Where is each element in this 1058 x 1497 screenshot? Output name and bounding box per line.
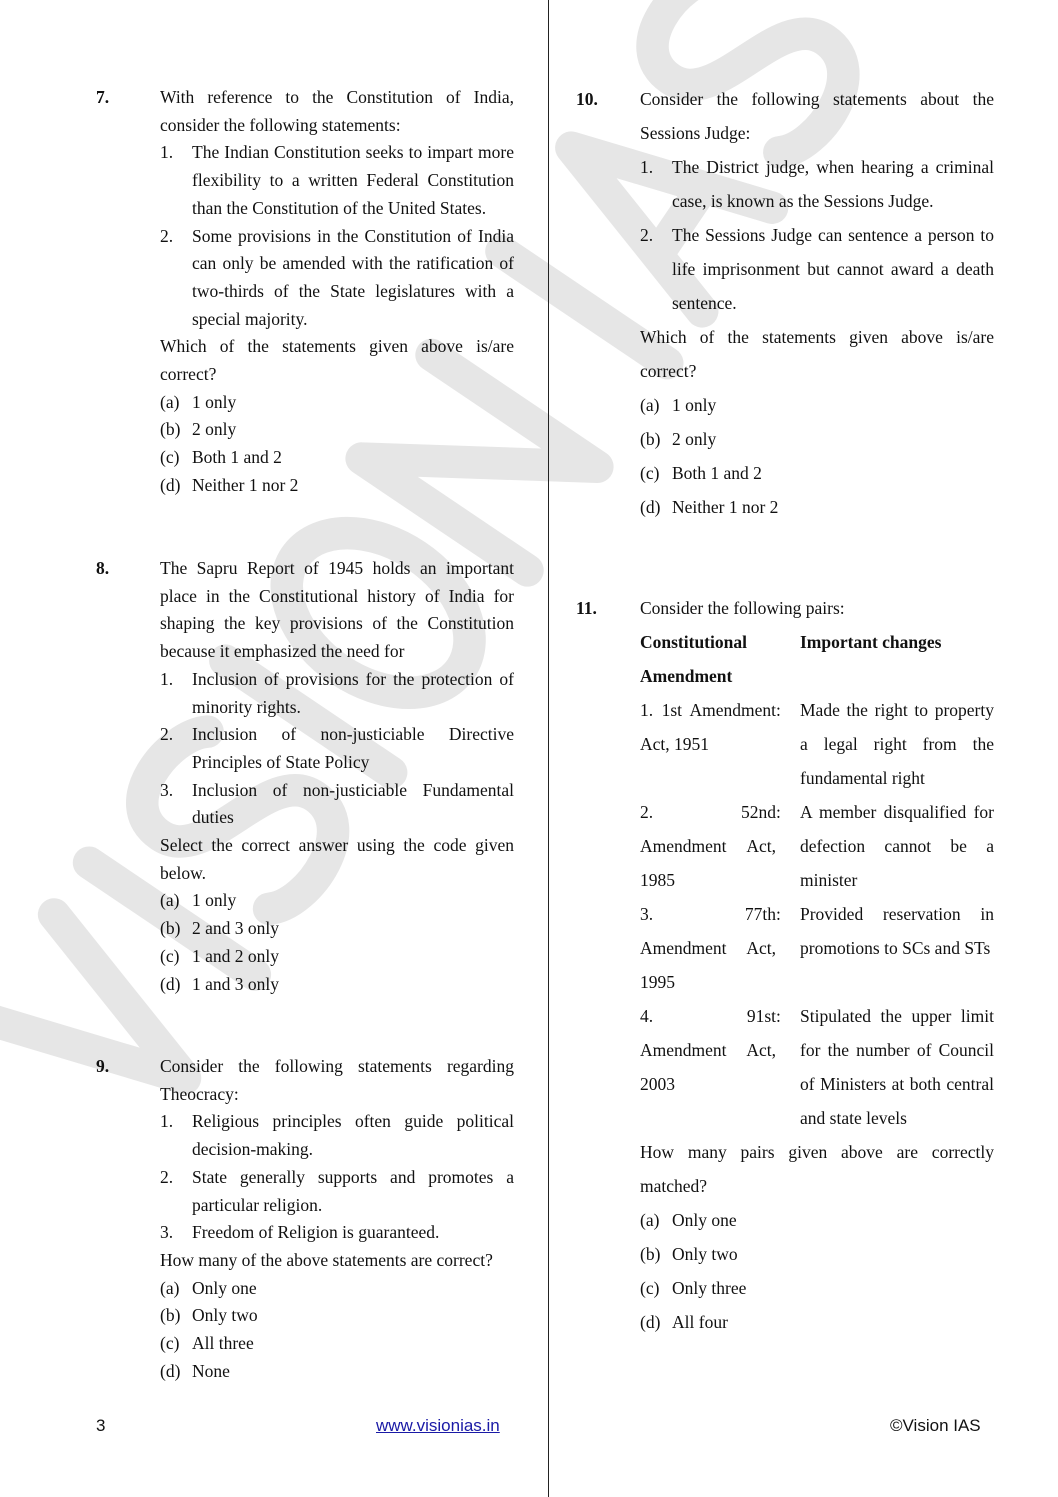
question-number: 7. (96, 87, 110, 107)
question-prompt: How many pairs given above are correctly matched? (640, 1142, 994, 1196)
option-c[interactable] (160, 943, 514, 971)
option-label: (d) (160, 474, 181, 495)
question-prompt: Which of the statements given above is/are correct? (160, 336, 514, 385)
statement-number: 1. (160, 668, 174, 689)
option-b[interactable] (160, 416, 514, 444)
statement-text: Inclusion of non-justiciable Fundamental duties (192, 779, 514, 828)
option-text: 2 only (192, 419, 237, 440)
statement-number: 2. (160, 1166, 174, 1187)
option-text: All three (192, 1333, 254, 1354)
option-c[interactable] (640, 456, 994, 490)
statement-item (640, 150, 994, 218)
question-prompt: How many of the above statements are correct? (160, 1249, 493, 1270)
option-c[interactable] (160, 444, 514, 472)
option-label: (d) (160, 973, 181, 994)
option-text: Only two (192, 1305, 258, 1326)
option-text: 2 and 3 only (192, 918, 280, 939)
statement-number: 1. (640, 157, 654, 177)
option-text: 1 only (672, 395, 717, 415)
option-c[interactable] (160, 1330, 514, 1358)
question-body (640, 82, 994, 524)
statement-number: 2. (160, 225, 174, 246)
option-text: Both 1 and 2 (672, 463, 762, 483)
pair-amendment: 3. 77th Amendment Act, 1995 (640, 904, 776, 992)
option-text: Only three (672, 1278, 747, 1298)
option-a[interactable] (640, 388, 994, 422)
option-label: (b) (640, 1244, 661, 1264)
option-label: (c) (160, 1333, 180, 1354)
statement-text: The Indian Constitution seeks to impart more flexibility to a written Federal Constitution than the Constitution of the United States. (192, 142, 514, 218)
page-number: 3 (96, 1416, 106, 1435)
option-text: Neither 1 nor 2 (192, 474, 299, 495)
question-prompt: Select the correct answer using the code given below. (160, 835, 514, 883)
statement-number: 2. (640, 225, 654, 245)
option-label: (a) (640, 395, 660, 415)
pair-separator: : (776, 700, 781, 720)
option-label: (d) (640, 497, 661, 517)
statement-item (160, 223, 514, 334)
statement-number: 1. (160, 142, 174, 163)
statement-item (160, 1164, 514, 1219)
options-list (640, 1203, 994, 1339)
question-body (160, 84, 514, 500)
option-text: All four (672, 1312, 728, 1332)
option-label: (a) (160, 890, 180, 911)
statement-item (160, 1108, 514, 1163)
pair-separator: : (776, 1006, 781, 1026)
option-label: (c) (640, 463, 660, 483)
option-label: (c) (640, 1278, 660, 1298)
option-label: (b) (640, 429, 661, 449)
option-label: (b) (160, 918, 181, 939)
statement-item (160, 777, 514, 832)
option-b[interactable] (160, 1302, 514, 1330)
option-text: None (192, 1360, 230, 1381)
option-label: (c) (160, 945, 180, 966)
option-d[interactable] (640, 1305, 994, 1339)
option-label: (a) (640, 1210, 660, 1230)
question-number: 8. (96, 558, 110, 578)
pairs-table (640, 625, 994, 1135)
statement-item (160, 1219, 514, 1247)
option-text: Neither 1 nor 2 (672, 497, 779, 517)
header-col1: Constitutional Amendment (640, 632, 747, 686)
pair-amendment: 4. 91st Amendment Act, 2003 (640, 1006, 776, 1094)
option-d[interactable] (160, 971, 514, 999)
pair-separator: : (776, 904, 781, 924)
option-d[interactable] (160, 1358, 514, 1386)
pair-change: Provided reservation in promotions to SCs and STs (800, 904, 994, 958)
option-label: (a) (160, 391, 180, 412)
option-d[interactable] (160, 472, 514, 500)
pair-amendment: 1. 1st Amendment Act, 1951 (640, 700, 776, 754)
option-d[interactable] (640, 490, 994, 524)
statement-text: The Sessions Judge can sentence a person to life imprisonment but cannot award a death sentence. (672, 225, 994, 313)
option-label: (d) (640, 1312, 661, 1332)
option-text: 1 only (192, 890, 237, 911)
question-number: 10. (576, 89, 598, 109)
question-stem: Consider the following pairs: (640, 598, 845, 618)
question-prompt: Which of the statements given above is/are correct? (640, 327, 994, 381)
option-b[interactable] (160, 915, 514, 943)
option-c[interactable] (640, 1271, 994, 1305)
option-b[interactable] (640, 1237, 994, 1271)
option-text: Only two (672, 1244, 738, 1264)
column-divider (548, 0, 549, 1497)
statement-text: The District judge, when hearing a criminal case, is known as the Sessions Judge. (672, 157, 994, 211)
statement-item (640, 218, 994, 320)
question-stem: With reference to the Constitution of India, consider the following statements: (160, 87, 514, 135)
option-text: Both 1 and 2 (192, 447, 282, 468)
question-number: 9. (96, 1056, 110, 1076)
pair-change: A member disqualified for defection cannot be a minister (800, 802, 994, 890)
header-spacer (776, 625, 800, 693)
statement-text: State generally supports and promotes a particular religion. (192, 1166, 514, 1215)
statement-number: 1. (160, 1111, 174, 1132)
statement-number: 3. (160, 779, 174, 800)
statement-item (160, 139, 514, 222)
option-text: 1 and 2 only (192, 945, 280, 966)
option-label: (d) (160, 1360, 181, 1381)
question-stem: Consider the following statements regarding Theocracy: (160, 1056, 514, 1104)
option-text: 1 and 3 only (192, 973, 280, 994)
header-col2: Important changes (800, 632, 942, 652)
website-link[interactable]: www.visionias.in (376, 1416, 500, 1435)
question-number: 11. (576, 598, 597, 618)
statement-text: Religious principles often guide political decision-making. (192, 1111, 514, 1160)
option-text: 2 only (672, 429, 717, 449)
pair-change: Stipulated the upper limit for the number of Council of Ministers at both central and state levels (800, 1006, 994, 1128)
option-text: Only one (672, 1210, 737, 1230)
statement-text: Freedom of Religion is guaranteed. (192, 1222, 440, 1243)
option-text: Only one (192, 1277, 257, 1298)
option-label: (b) (160, 419, 181, 440)
option-a[interactable] (160, 389, 514, 417)
pair-separator: : (776, 802, 781, 822)
pair-amendment: 2. 52nd Amendment Act, 1985 (640, 802, 776, 890)
option-text: 1 only (192, 391, 237, 412)
statement-text: Inclusion of non-justiciable Directive Principles of State Policy (192, 724, 514, 772)
option-label: (c) (160, 447, 180, 468)
option-label: (a) (160, 1277, 180, 1298)
statement-number: 3. (160, 1222, 174, 1243)
option-a[interactable] (160, 1275, 514, 1303)
question-stem: The Sapru Report of 1945 holds an important place in the Constitutional history of India for shaping the key provisions of the Constitution because it emphasized the need for (160, 558, 514, 662)
statement-item (160, 666, 514, 721)
question-stem: Consider the following statements about the Sessions Judge: (640, 89, 994, 143)
pair-change: Made the right to property a legal right from the fundamental right (800, 700, 994, 788)
option-label: (b) (160, 1305, 181, 1326)
statement-text: Inclusion of provisions for the protection of minority rights. (192, 668, 514, 717)
option-a[interactable] (640, 1203, 994, 1237)
option-b[interactable] (640, 422, 994, 456)
copyright: ©Vision IAS (890, 1416, 981, 1435)
statement-item (160, 721, 514, 776)
statement-number: 2. (160, 724, 174, 745)
statement-text: Some provisions in the Constitution of India can only be amended with the ratification of two-thirds of the State legislatures with a special majority. (192, 225, 514, 329)
option-a[interactable] (160, 887, 514, 915)
question-body (160, 555, 514, 998)
question-body (640, 591, 994, 1339)
question-body (160, 1053, 514, 1385)
